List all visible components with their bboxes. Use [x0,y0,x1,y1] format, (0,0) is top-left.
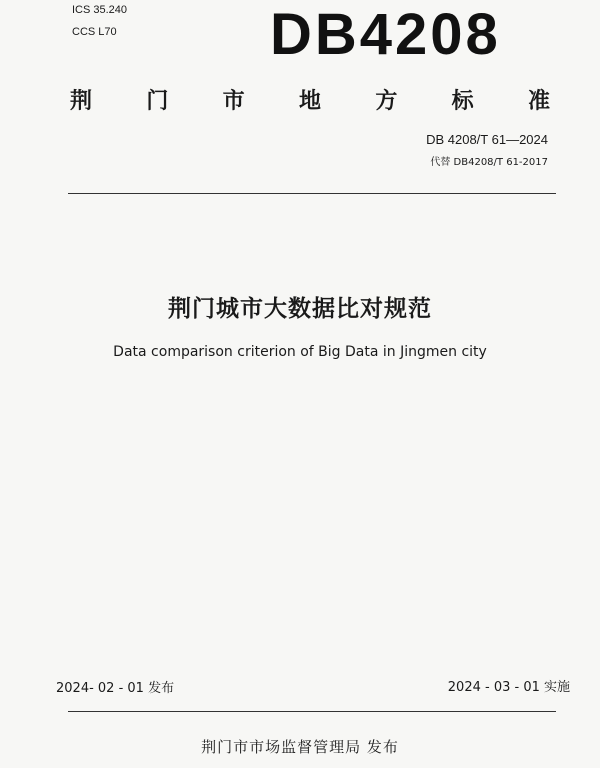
document-title-chinese: 荆门城市大数据比对规范 [168,296,432,322]
document-title-english: Data comparison criterion of Big Data in Jingmen city [113,344,487,360]
standard-name-char: 门 [146,89,169,114]
standard-name-char: 方 [375,89,398,114]
bottom-divider [68,711,556,712]
standard-code-large: DB4208 [270,2,501,67]
standard-number: DB 4208/T 61—2024 [426,132,548,147]
standard-name-char: 准 [527,89,550,114]
standard-name-char: 市 [222,89,245,114]
standard-name-char: 地 [298,89,321,114]
implementation-date: 2024 - 03 - 01 实施 [447,680,570,695]
top-divider [68,193,556,194]
ccs-code: CCS L70 [72,26,117,38]
ics-code: ICS 35.240 [72,4,128,16]
standard-category-name [70,84,550,115]
issuing-authority: 荆门市市场监督管理局 发布 [201,738,399,756]
standard-name-char: 荆 [70,89,93,114]
issue-date: 2024- 02 - 01 发布 [56,681,175,696]
standard-name-char: 标 [451,89,474,114]
replaced-standard: 代替 DB4208/T 61-2017 [430,157,548,168]
